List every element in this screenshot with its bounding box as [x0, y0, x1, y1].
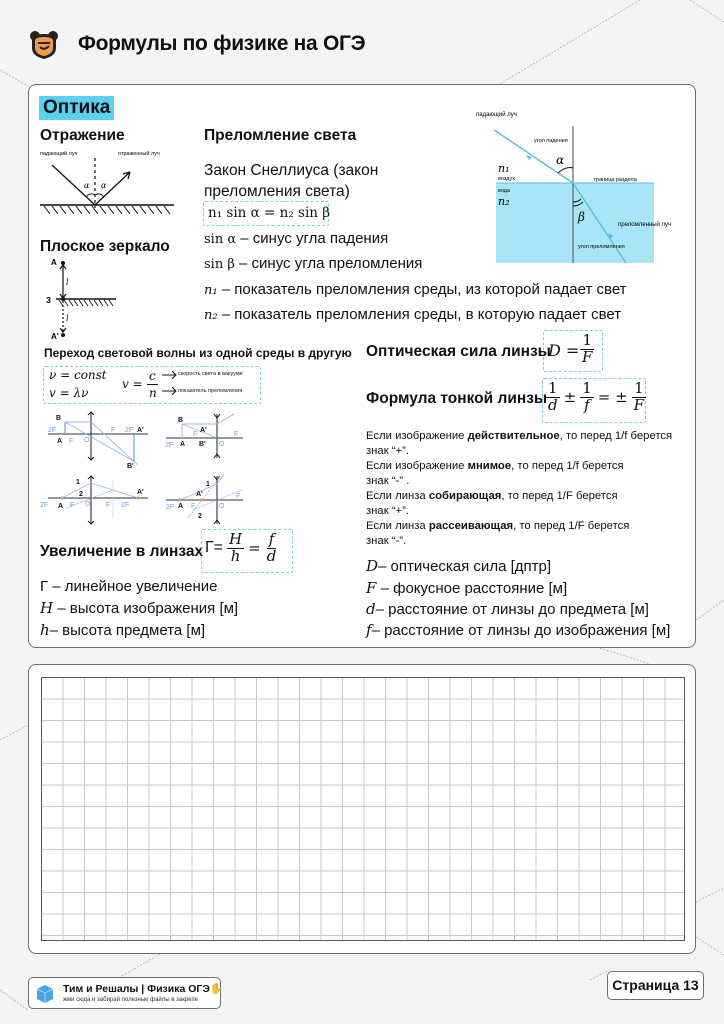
svg-text:2F: 2F — [40, 502, 49, 509]
sign-rule: Если линза рассеивающая, то перед 1/F берется знак “-”. — [366, 520, 630, 547]
sign-rule: Если линза собирающая, то перед 1/F берется знак “+”. — [366, 490, 618, 517]
svg-text:A: A — [58, 503, 64, 510]
refracted-ray-label: преломленный луч — [618, 222, 672, 228]
lens-diagram-diverging-point — [166, 474, 243, 524]
n1-label: n₁ — [498, 162, 510, 175]
denominator: d — [548, 395, 558, 414]
svg-text:B': B' — [199, 441, 206, 448]
optical-power-fraction — [580, 333, 594, 366]
svg-text:1: 1 — [76, 479, 80, 486]
svg-text:2F: 2F — [165, 442, 174, 449]
svg-text:F: F — [111, 427, 116, 434]
incidence-angle-label: угол падения — [534, 138, 568, 144]
svg-text:F: F — [70, 502, 75, 509]
page-title: Формулы по физике на ОГЭ — [78, 32, 366, 55]
channel-title: Тим и Решалы | Физика ОГЭ✋ — [63, 983, 223, 995]
definition-text: – показатель преломления среды, в которую падает свет — [221, 306, 622, 323]
definition-n1 — [204, 281, 627, 298]
refraction-title: Преломление света — [204, 127, 357, 144]
definition-sin-beta — [204, 255, 422, 272]
svg-text:A: A — [57, 438, 63, 445]
reflection-diagram — [38, 148, 180, 222]
lens-definition: F – фокусное расстояние [м] — [366, 579, 568, 597]
page-number: Страница 13 — [607, 971, 704, 1000]
angle-alpha-1: α — [84, 181, 90, 190]
wave-formula-3-lhs: v = — [122, 377, 143, 391]
note-n: показатель преломления — [178, 388, 243, 394]
distance-l-1: l — [66, 278, 69, 287]
svg-text:F: F — [106, 502, 111, 509]
denominator: F — [633, 395, 645, 414]
definition-text: – показатель преломления среды, из которой падает свет — [221, 281, 627, 298]
telegram-cube-icon — [35, 984, 55, 1004]
fraction-bar — [147, 384, 158, 385]
thin-lens-title: Формула тонкой линзы — [366, 390, 548, 407]
image-a-label: A' — [51, 332, 59, 340]
svg-text:O: O — [85, 501, 91, 508]
svg-text:F: F — [191, 503, 196, 510]
refraction-angle-label: угол преломления — [578, 244, 625, 250]
magnification-definition: H – высота изображения [м] — [40, 599, 239, 617]
svg-text:B: B — [56, 415, 62, 422]
magnification-title: Увеличение в линзах — [40, 543, 204, 560]
lens-diagram-converging-point — [40, 476, 148, 524]
denominator: f — [584, 395, 590, 414]
svg-text:A': A' — [200, 427, 207, 434]
angle-alpha-2: α — [101, 181, 107, 190]
operator: = — [248, 539, 261, 558]
svg-text:A': A' — [137, 489, 144, 496]
alpha-label: α — [556, 153, 565, 167]
thin-lens-formula — [546, 381, 646, 414]
channel-subtitle: жми сюда и забирай полезные файлы в закрепе — [63, 997, 199, 1003]
n2-label: n₂ — [498, 195, 510, 208]
wave-formula-3-num: c — [149, 369, 156, 383]
numerator: 1 — [548, 379, 558, 397]
numerator: f — [268, 530, 275, 548]
lens-diagram-diverging — [165, 414, 243, 458]
snell-formula: n₁ sin α = n₂ sin β — [208, 205, 331, 221]
sign-rule: Если изображение действительное, то перед 1/f берется знак “+”. — [366, 430, 673, 457]
wave-transition-title: Переход световой волны из одной среды в другую — [44, 346, 352, 360]
operator: ± — [563, 388, 577, 407]
definition-symbol: n₂ — [204, 308, 218, 323]
reflection-title: Отражение — [40, 127, 125, 144]
wave-formula-2: v = λν — [49, 386, 89, 400]
incident-ray-label: падающий луч — [40, 151, 78, 157]
definition-symbol: sin β — [204, 257, 235, 272]
wave-formula-1: ν = const — [49, 368, 107, 382]
channel-link[interactable] — [28, 977, 221, 1009]
numerator: 1 — [582, 379, 592, 397]
beta-label: β — [578, 210, 585, 224]
incident-ray-label: падающий луч — [476, 112, 517, 118]
svg-text:1: 1 — [206, 481, 210, 488]
flat-mirror-diagram — [40, 256, 160, 340]
svg-text:2F: 2F — [125, 427, 134, 434]
numerator: 1 — [582, 331, 592, 349]
svg-text:2F: 2F — [121, 502, 130, 509]
arrow-icons — [160, 370, 180, 398]
definition-text: – синус угла падения — [240, 230, 389, 247]
svg-text:F: F — [193, 431, 198, 438]
svg-text:2: 2 — [198, 513, 202, 520]
svg-text:O: O — [84, 437, 90, 444]
denominator: F — [582, 347, 593, 366]
optical-power-title: Оптическая сила линзы — [366, 343, 551, 360]
lens-definition: f– расстояние от линзы до изображения [м] — [366, 621, 671, 639]
wave-formula-3-den: n — [149, 386, 157, 400]
lens-diagrams — [38, 410, 264, 525]
formula-lhs: D = — [548, 341, 580, 360]
svg-text:A': A' — [196, 491, 203, 498]
denominator: h — [230, 546, 241, 565]
flat-mirror-title: Плоское зеркало — [40, 238, 170, 255]
svg-text:A: A — [180, 441, 186, 448]
svg-text:F: F — [234, 431, 239, 438]
medium1-label: воздух — [498, 176, 515, 182]
notes-grid[interactable] — [41, 677, 685, 941]
definition-symbol: n₁ — [204, 283, 218, 298]
magnification-formula — [205, 532, 278, 565]
svg-text:O: O — [219, 503, 225, 510]
lens-definition: d– расстояние от линзы до предмета [м] — [366, 600, 649, 618]
denominator: d — [266, 546, 277, 565]
definition-symbol: sin α — [204, 232, 237, 247]
svg-text:O: O — [219, 441, 225, 448]
magnification-definition: h– высота предмета [м] — [40, 621, 206, 639]
boundary-label: граница раздела — [594, 177, 637, 183]
distance-l-2: l — [66, 314, 69, 323]
operator: = ± — [597, 388, 628, 407]
svg-text:2: 2 — [79, 491, 83, 498]
note-c: скорость света в вакууме — [178, 371, 243, 377]
point-a-label: A — [51, 258, 57, 267]
definition-sin-alpha — [204, 230, 388, 247]
lens-definition: D– оптическая сила [дптр] — [366, 557, 551, 575]
medium2-label: вода — [498, 188, 511, 194]
svg-text:F: F — [69, 438, 74, 445]
refraction-diagram — [470, 106, 680, 266]
section-title: Оптика — [39, 96, 114, 120]
bear-logo-icon — [28, 28, 60, 60]
svg-text:F: F — [236, 493, 241, 500]
svg-text:2F: 2F — [166, 504, 175, 511]
snell-law-title: Закон Снеллиуса (закон преломления света) — [204, 162, 379, 200]
mirror-label: З — [46, 296, 52, 305]
svg-text:B: B — [178, 417, 184, 424]
reflected-ray-label: отраженный луч — [118, 151, 160, 157]
definition-text: – синус угла преломления — [239, 255, 423, 272]
svg-text:2F: 2F — [48, 427, 57, 434]
lens-diagram-converging-real — [48, 412, 148, 470]
svg-text:B': B' — [127, 463, 134, 470]
numerator: 1 — [634, 379, 644, 397]
svg-text:A: A — [178, 503, 184, 510]
definition-n2 — [204, 306, 621, 323]
sign-rules — [366, 429, 696, 549]
formula-lhs: Г= — [205, 539, 224, 557]
sign-rule: Если изображение мнимое, то перед 1/f берется знак “-” . — [366, 460, 624, 487]
svg-text:A': A' — [137, 427, 144, 434]
numerator: H — [229, 530, 243, 548]
magnification-definition: Г – линейное увеличение — [40, 578, 218, 595]
optical-power-formula — [548, 341, 579, 360]
